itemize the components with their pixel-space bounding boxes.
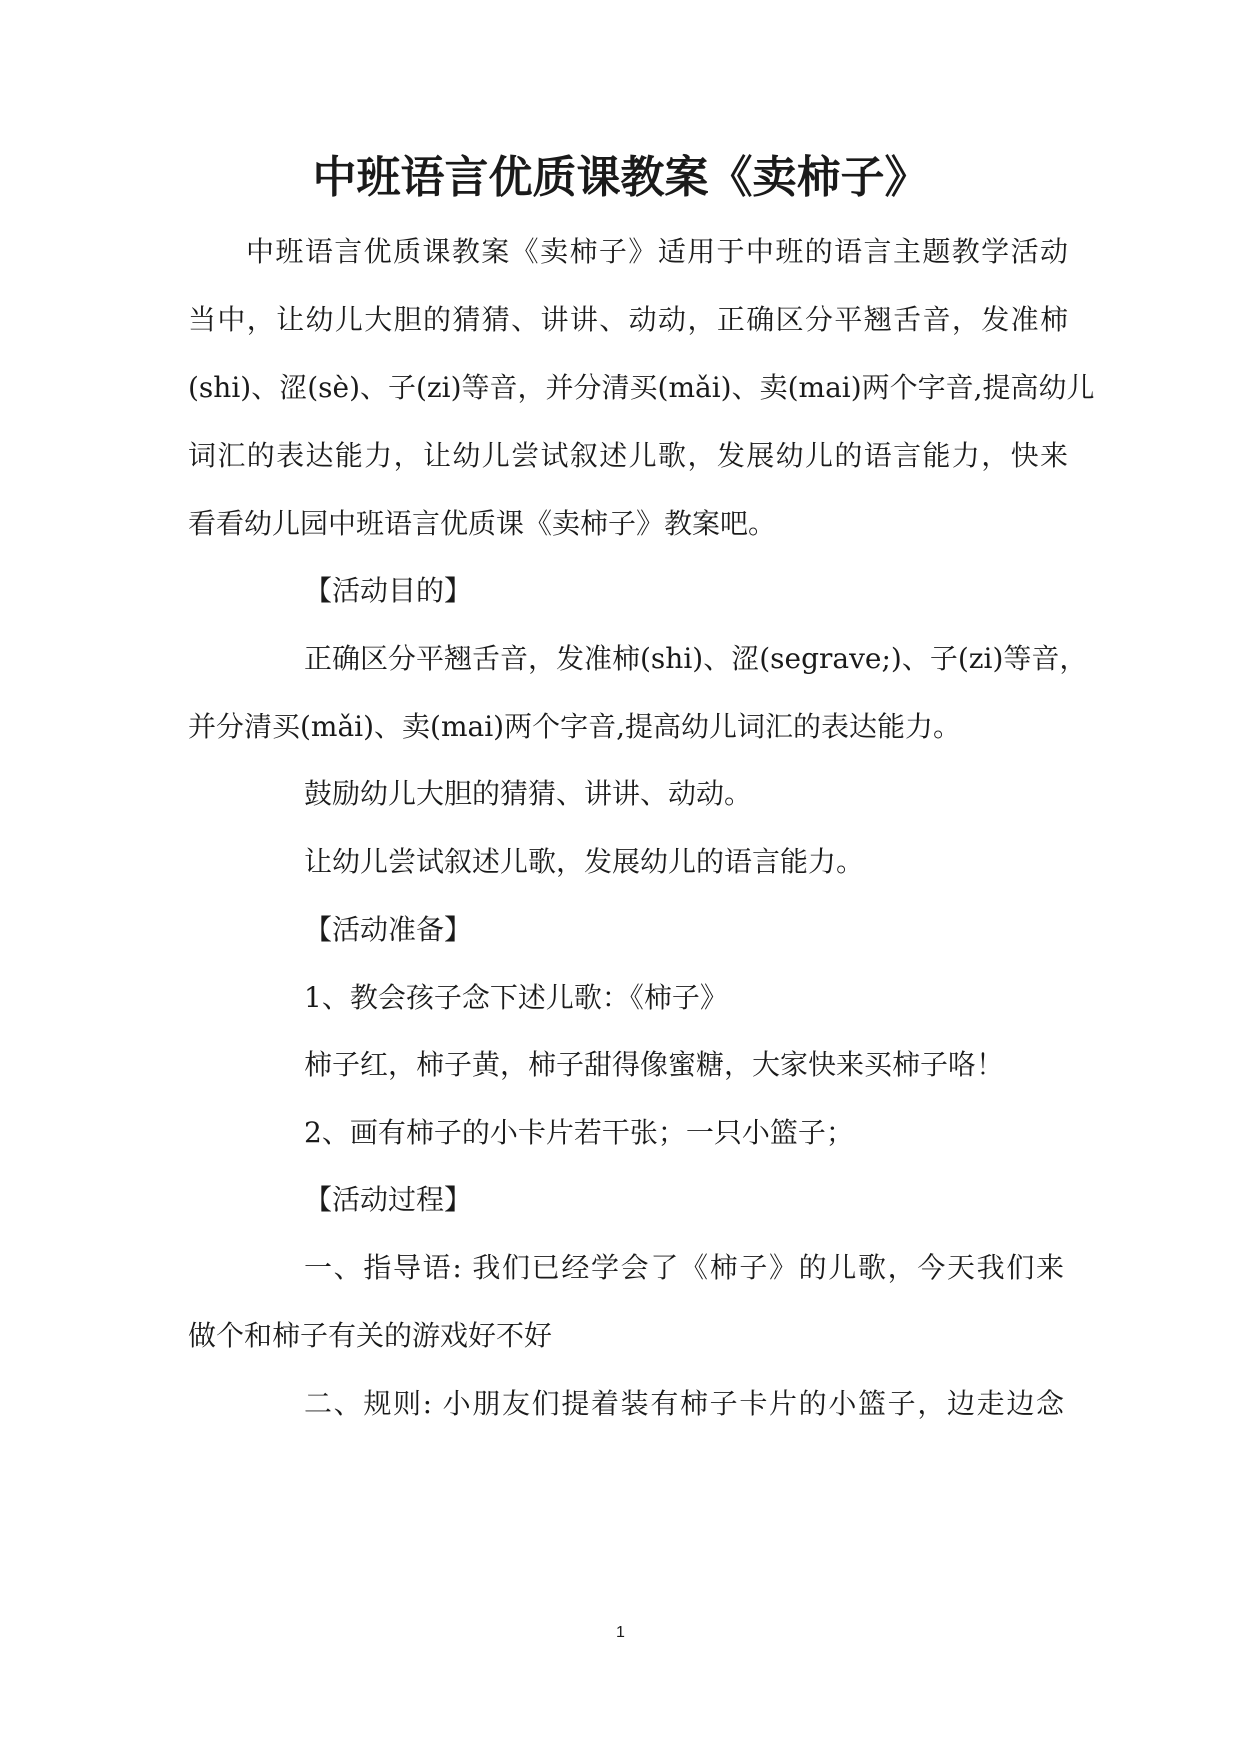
section-heading: 【活动准备】 (304, 913, 473, 946)
document-title: 中班语言优质课教案《卖柿子》 (312, 152, 929, 203)
page-number: 1 (616, 1624, 625, 1641)
paragraph-line: 一、指导语: 我们已经学会了《柿子》的儿歌，今天我们来 (304, 1251, 1064, 1284)
paragraph-line: 词汇的表达能力，让幼儿尝试叙述儿歌，发展幼儿的语言能力，快来 (188, 439, 1068, 472)
paragraph-line: 2、画有柿子的小卡片若干张；一只小篮子； (304, 1116, 854, 1149)
section-heading: 【活动过程】 (304, 1183, 473, 1216)
paragraph-line: 让幼儿尝试叙述儿歌，发展幼儿的语言能力。 (304, 845, 865, 878)
paragraph-line: 当中，让幼儿大胆的猜猜、讲讲、动动，正确区分平翘舌音，发准柿 (188, 303, 1068, 336)
paragraph-line: 并分清买(mǎi)、卖(mai)两个字音,提高幼儿词汇的表达能力。 (188, 710, 961, 743)
section-heading: 【活动目的】 (304, 574, 473, 607)
paragraph-line: 1、教会孩子念下述儿歌：《柿子》 (304, 981, 728, 1014)
paragraph-line: 鼓励幼儿大胆的猜猜、讲讲、动动。 (304, 777, 753, 810)
paragraph-line: 看看幼儿园中班语言优质课《卖柿子》教案吧。 (188, 507, 777, 540)
paragraph-line: 二、规则: 小朋友们提着装有柿子卡片的小篮子，边走边念 (304, 1387, 1064, 1420)
paragraph-line: 柿子红，柿子黄，柿子甜得像蜜糖，大家快来买柿子咯！ (304, 1048, 1005, 1081)
paragraph-line: 正确区分平翘舌音，发准柿(shi)、涩(segrave;)、子(zi)等音， (304, 642, 1088, 675)
paragraph-line: (shi)、涩(sè)、子(zi)等音，并分清买(mǎi)、卖(mai)两个字音,提高幼儿 (188, 371, 1095, 404)
paragraph-line: 做个和柿子有关的游戏好不好 (188, 1319, 553, 1352)
paragraph-line: 中班语言优质课教案《卖柿子》适用于中班的语言主题教学活动 (246, 235, 1068, 268)
